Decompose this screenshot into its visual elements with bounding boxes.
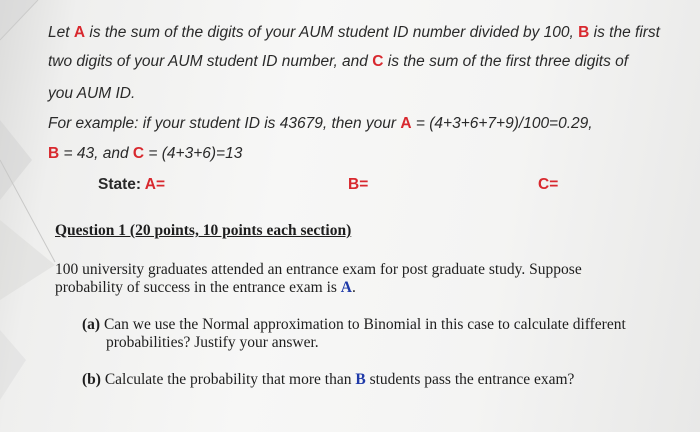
intro-line-2 — [48, 53, 628, 71]
part-b-line — [82, 371, 574, 389]
example-text: = (4+3+6)=13 — [144, 145, 243, 162]
part-a-line-2: probabilities? Justify your answer. — [106, 334, 319, 351]
intro-line-3: you AUM ID. — [48, 85, 136, 102]
variable-b: B — [355, 371, 366, 388]
question-body-line-2 — [55, 279, 356, 297]
state-a-field: A= — [144, 176, 166, 193]
example-line-1 — [48, 115, 593, 133]
intro-text: is the sum of the digits of your AUM student ID number divided by 100, — [85, 24, 579, 41]
intro-text: two digits of your AUM student ID number, and — [48, 53, 373, 70]
state-label: State: — [98, 176, 145, 193]
state-label-row — [98, 176, 165, 194]
part-b-label: (b) — [82, 371, 101, 388]
variable-a: A — [340, 279, 352, 296]
question-body-line-1: 100 university graduates attended an entrance exam for post graduate study. Suppose — [55, 261, 582, 278]
example-text: = 43, and — [59, 145, 133, 162]
question-text: . — [352, 279, 356, 296]
variable-c: C — [372, 53, 384, 70]
part-a-text: Can we use the Normal approximation to Binomial in this case to calculate different — [100, 316, 626, 333]
intro-text: is the sum of the first three digits of — [383, 53, 629, 70]
part-b-text: students pass the entrance exam? — [365, 371, 575, 388]
variable-b: B — [48, 145, 60, 162]
part-a-line-1 — [82, 316, 626, 334]
intro-line-1 — [48, 24, 660, 42]
variable-c: C — [132, 145, 145, 162]
intro-text: Let — [48, 24, 74, 41]
question-text: probability of success in the entrance exam is — [55, 279, 341, 296]
example-line-2 — [48, 145, 242, 163]
example-text: = (4+3+6+7+9)/100=0.29, — [411, 115, 593, 132]
example-text: For example: if your student ID is 43679, then your — [48, 115, 401, 132]
variable-a: A — [400, 115, 412, 132]
question-heading: Question 1 (20 points, 10 points each section) — [55, 222, 352, 239]
part-a-label: (a) — [82, 316, 101, 333]
state-b-field: B= — [348, 176, 369, 193]
part-b-text: Calculate the probability that more than — [100, 371, 356, 388]
variable-b: B — [578, 24, 590, 41]
state-c-field: C= — [538, 176, 559, 193]
variable-a: A — [73, 24, 86, 41]
intro-text: is the first — [589, 24, 660, 41]
